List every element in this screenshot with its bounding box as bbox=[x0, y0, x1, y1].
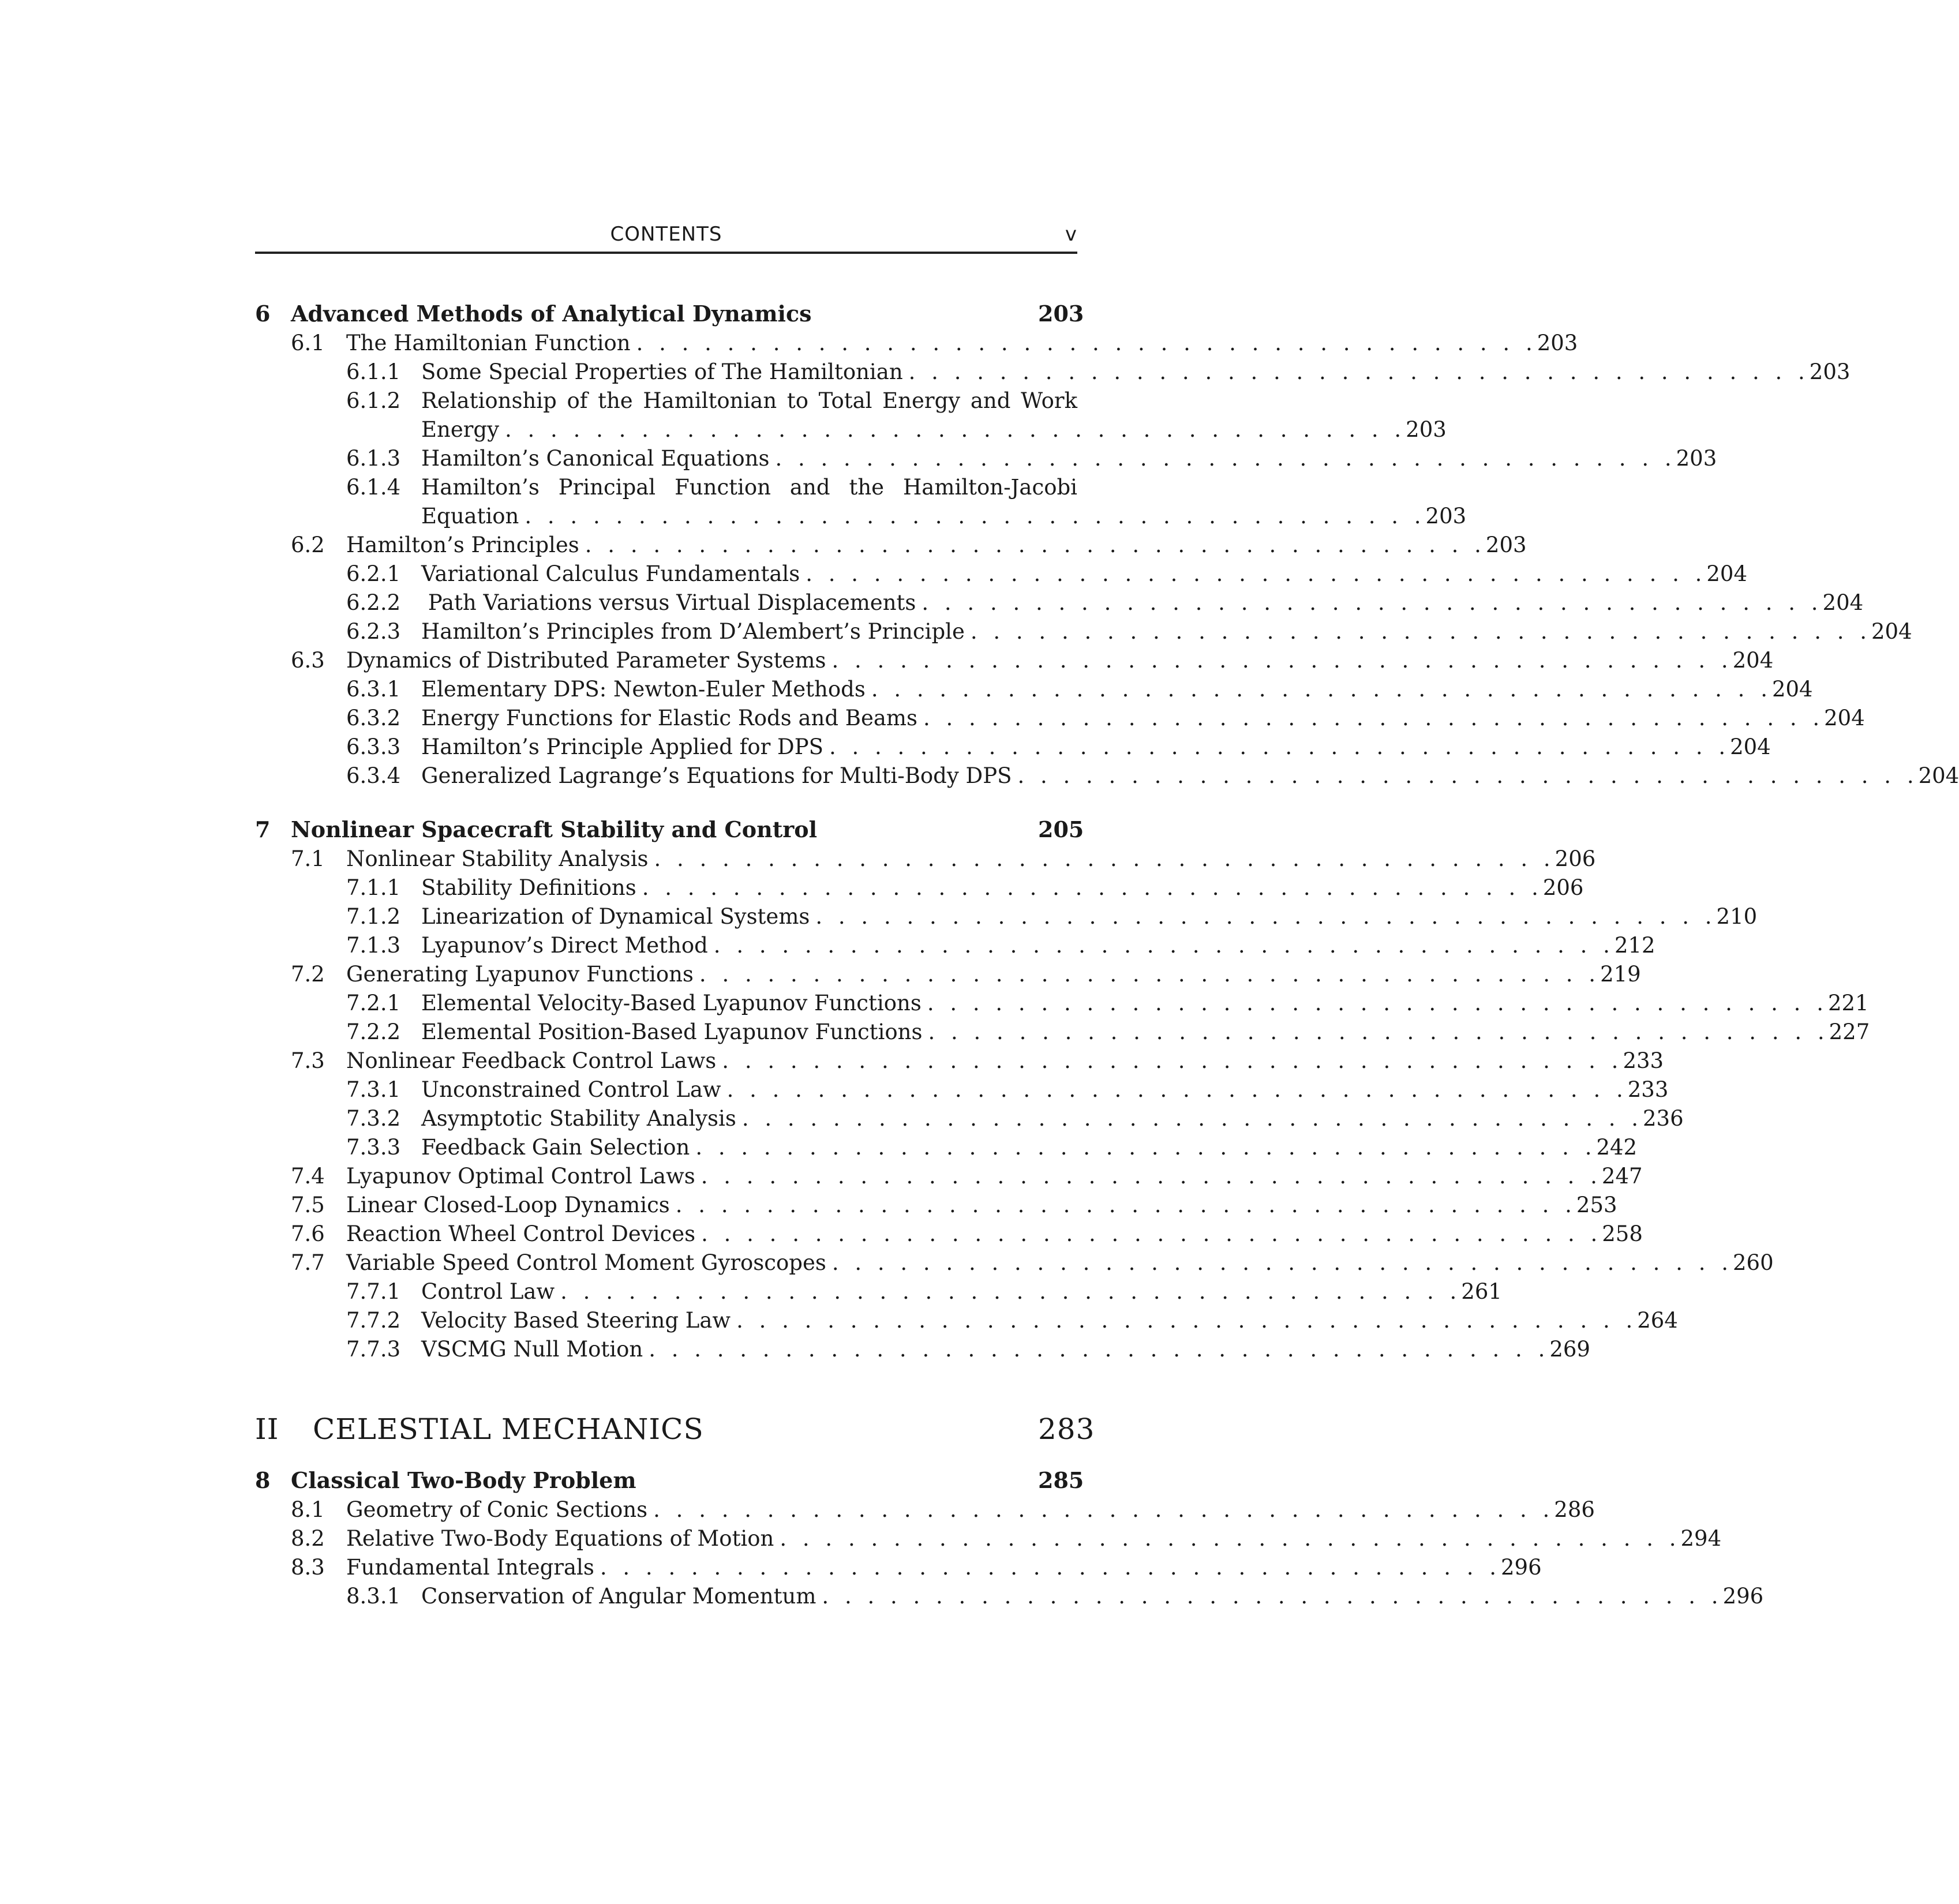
subsection-title: Elemental Position-Based Lyapunov Functions bbox=[421, 1018, 928, 1047]
toc-subsection[interactable] bbox=[255, 473, 1467, 531]
toc-section[interactable] bbox=[255, 646, 1774, 675]
subsection-title-line2: Energy bbox=[421, 415, 505, 444]
subsection-title: Elemental Velocity-Based Lyapunov Functions bbox=[421, 989, 927, 1018]
toc-subsection[interactable] bbox=[255, 1075, 1669, 1104]
toc-chapter[interactable] bbox=[255, 815, 1084, 845]
section-title: Lyapunov Optimal Control Laws bbox=[346, 1162, 701, 1191]
leader-dots: . . . . . . . . . . . . . . . . . . . . . . . . . . . . . . . . . . . . . . . . bbox=[675, 1193, 1576, 1217]
section-title: Fundamental Integrals bbox=[346, 1553, 600, 1582]
page-ref: 203 bbox=[1406, 417, 1447, 442]
section-number: 8.2 bbox=[291, 1526, 325, 1551]
leader-dots: . . . . . . . . . . . . . . . . . . . . . . . . . . . . . . . . . . . . . . . . bbox=[922, 590, 1823, 615]
toc-section[interactable] bbox=[255, 1553, 1542, 1582]
toc-section[interactable] bbox=[255, 960, 1641, 989]
subsection-title: VSCMG Null Motion bbox=[421, 1335, 649, 1364]
leader-dots: . . . . . . . . . . . . . . . . . . . . . . . . . . . . . . . . . . . . . . . . bbox=[699, 962, 1601, 987]
subsection-number: 6.2.3 bbox=[346, 619, 401, 644]
chapter-title: Advanced Methods of Analytical Dynamics bbox=[291, 299, 818, 329]
subsection-number: 6.1.2 bbox=[346, 388, 401, 413]
subsection-title: Stability Definitions bbox=[421, 874, 642, 902]
leader-dots: . . . . . . . . . . . . . . . . . . . . . . . . . . . . . . . . . . . . . . . . bbox=[701, 1164, 1602, 1189]
section-title: Variable Speed Control Moment Gyroscopes bbox=[346, 1249, 832, 1277]
page-ref: 206 bbox=[1542, 875, 1584, 900]
toc-subsection[interactable] bbox=[255, 1104, 1684, 1133]
page-ref: 261 bbox=[1461, 1279, 1502, 1304]
leader-dots: . . . . . . . . . . . . . . . . . . . . . . . . . . . . . . . . . . . . . . . . bbox=[908, 359, 1810, 384]
page-ref: 203 bbox=[1809, 359, 1851, 384]
page-ref: 264 bbox=[1637, 1308, 1678, 1333]
page-ref: 210 bbox=[1716, 904, 1758, 929]
subsection-title: Energy Functions for Elastic Rods and Beams bbox=[421, 704, 923, 733]
section-number: 7.7 bbox=[291, 1250, 325, 1275]
subsection-number: 6.3.2 bbox=[346, 706, 401, 730]
page-ref: 203 bbox=[1485, 533, 1527, 557]
leader-dots: . . . . . . . . . . . . . . . . . . . . . . . . . . . . . . . . . . . . . . . . bbox=[525, 504, 1426, 529]
toc-section[interactable] bbox=[255, 1047, 1664, 1075]
chapter-number: 6 bbox=[255, 301, 271, 327]
subsection-title: Conservation of Angular Momentum bbox=[421, 1582, 822, 1611]
subsection-number: 7.2.1 bbox=[346, 991, 401, 1015]
page-ref: 203 bbox=[1537, 331, 1578, 355]
leader-dots: . . . . . . . . . . . . . . . . . . . . . . . . . . . . . . . . . . . . . . . . bbox=[600, 1555, 1501, 1580]
section-number: 7.5 bbox=[291, 1193, 325, 1217]
page-ref: 260 bbox=[1732, 1250, 1774, 1275]
toc-subsection[interactable] bbox=[255, 589, 1864, 617]
leader-dots: . . . . . . . . . . . . . . . . . . . . . . . . . . . . . . . . . . . . . . . . bbox=[970, 619, 1871, 644]
subsection-number: 7.7.3 bbox=[346, 1337, 401, 1362]
subsection-number: 6.1.1 bbox=[346, 359, 401, 384]
page-ref: 296 bbox=[1501, 1555, 1542, 1580]
subsection-title-line2: Equation bbox=[421, 502, 525, 531]
section-number: 7.6 bbox=[291, 1221, 325, 1246]
section-title: Relative Two-Body Equations of Motion bbox=[346, 1524, 780, 1553]
page-ref: 203 bbox=[1425, 504, 1467, 529]
page-ref: 204 bbox=[1730, 734, 1771, 759]
toc-section[interactable] bbox=[255, 1524, 1722, 1553]
subsection-number: 6.1.3 bbox=[346, 446, 401, 471]
subsection-title: Generalized Lagrange’s Equations for Multi-Body DPS bbox=[421, 762, 1017, 790]
page-ref: 285 bbox=[1038, 1467, 1084, 1493]
section-title: Geometry of Conic Sections bbox=[346, 1496, 653, 1524]
toc-subsection[interactable] bbox=[255, 733, 1771, 762]
page-ref: 242 bbox=[1596, 1135, 1638, 1160]
toc-section[interactable] bbox=[255, 531, 1527, 560]
chapter-number: 7 bbox=[255, 816, 271, 842]
leader-dots: . . . . . . . . . . . . . . . . . . . . . . . . . . . . . . . . . . . . . . . . bbox=[736, 1308, 1638, 1333]
subsection-title-line1: Relationship of the Hamiltonian to Total Energy and Work bbox=[421, 388, 1077, 413]
toc-part[interactable] bbox=[255, 1409, 1095, 1449]
section-title: Nonlinear Stability Analysis bbox=[346, 845, 654, 874]
section-title: Generating Lyapunov Functions bbox=[346, 960, 699, 989]
subsection-number: 7.3.2 bbox=[346, 1106, 401, 1131]
subsection-number: 6.3.4 bbox=[346, 763, 401, 788]
subsection-title: Asymptotic Stability Analysis bbox=[421, 1104, 742, 1133]
leader-dots: . . . . . . . . . . . . . . . . . . . . . . . . . . . . . . . . . . . . . . . . bbox=[831, 648, 1733, 673]
toc-subsection[interactable] bbox=[255, 762, 1959, 790]
section-title: Linear Closed-Loop Dynamics bbox=[346, 1191, 676, 1220]
subsection-number: 7.3.3 bbox=[346, 1135, 401, 1160]
leader-dots: . . . . . . . . . . . . . . . . . . . . . . . . . . . . . . . . . . . . . . . . bbox=[654, 846, 1555, 871]
subsection-number: 7.7.1 bbox=[346, 1279, 401, 1304]
toc-subsection[interactable] bbox=[255, 1018, 1870, 1047]
toc-subsection[interactable] bbox=[255, 1335, 1590, 1364]
subsection-title: Elementary DPS: Newton-Euler Methods bbox=[421, 675, 871, 704]
subsection-number: 7.1.3 bbox=[346, 933, 401, 958]
leader-dots: . . . . . . . . . . . . . . . . . . . . . . . . . . . . . . . . . . . . . . . . bbox=[831, 1250, 1733, 1275]
leader-dots: . . . . . . . . . . . . . . . . . . . . . . . . . . . . . . . . . . . . . . . . bbox=[871, 677, 1772, 702]
toc-section[interactable] bbox=[255, 1496, 1595, 1524]
subsection-title: Variational Calculus Fundamentals bbox=[421, 560, 806, 589]
subsection-number: 7.1.2 bbox=[346, 904, 401, 929]
subsection-title: Hamilton’s Principle Applied for DPS bbox=[421, 733, 829, 762]
section-number: 6.2 bbox=[291, 533, 325, 557]
page-ref: 247 bbox=[1601, 1164, 1643, 1189]
page-ref: 269 bbox=[1549, 1337, 1590, 1362]
page-ref: 236 bbox=[1643, 1106, 1684, 1131]
subsection-title: Velocity Based Steering Law bbox=[421, 1306, 736, 1335]
toc-section[interactable] bbox=[255, 1191, 1617, 1220]
toc-subsection[interactable] bbox=[255, 902, 1758, 931]
page-ref: 203 bbox=[1676, 446, 1717, 471]
page-ref: 227 bbox=[1829, 1020, 1870, 1044]
leader-dots: . . . . . . . . . . . . . . . . . . . . . . . . . . . . . . . . . . . . . . . . bbox=[653, 1497, 1555, 1522]
section-title: Nonlinear Feedback Control Laws bbox=[346, 1047, 722, 1075]
page-ref: 294 bbox=[1680, 1526, 1722, 1551]
page-ref: 219 bbox=[1600, 962, 1641, 987]
toc-subsection[interactable] bbox=[255, 704, 1865, 733]
subsection-number: 6.3.1 bbox=[346, 677, 401, 702]
section-title: Hamilton’s Principles bbox=[346, 531, 585, 560]
section-number: 7.3 bbox=[291, 1048, 325, 1073]
toc-section[interactable] bbox=[255, 329, 1578, 358]
subsection-title: Hamilton’s Principles from D’Alembert’s Principle bbox=[421, 617, 971, 646]
leader-dots: . . . . . . . . . . . . . . . . . . . . . . . . . . . . . . . . . . . . . . . . bbox=[741, 1106, 1643, 1131]
subsection-number: 6.2.1 bbox=[346, 561, 401, 586]
page-ref: 233 bbox=[1623, 1048, 1664, 1073]
subsection-number: 6.3.3 bbox=[346, 734, 401, 759]
toc-subsection[interactable] bbox=[255, 1133, 1638, 1162]
toc-section[interactable] bbox=[255, 1249, 1774, 1277]
toc-subsection[interactable] bbox=[255, 989, 1869, 1018]
leader-dots: . . . . . . . . . . . . . . . . . . . . . . . . . . . . . . . . . . . . . . . . bbox=[636, 331, 1537, 355]
page-ref: 221 bbox=[1827, 991, 1869, 1015]
leader-dots: . . . . . . . . . . . . . . . . . . . . . . . . . . . . . . . . . . . . . . . . bbox=[822, 1584, 1723, 1609]
subsection-number: 6.1.4 bbox=[346, 475, 401, 500]
subsection-number: 6.2.2 bbox=[346, 590, 401, 615]
toc-subsection[interactable] bbox=[255, 1582, 1764, 1611]
part-title: CELESTIAL MECHANICS bbox=[313, 1409, 710, 1449]
toc-section[interactable] bbox=[255, 1220, 1643, 1249]
section-title: Reaction Wheel Control Devices bbox=[346, 1220, 701, 1249]
page-ref: 286 bbox=[1554, 1497, 1595, 1522]
leader-dots: . . . . . . . . . . . . . . . . . . . . . . . . . . . . . . . . . . . . . . . . bbox=[923, 706, 1825, 730]
page-ref: 204 bbox=[1871, 619, 1912, 644]
page-ref: 204 bbox=[1771, 677, 1813, 702]
toc-subsection[interactable] bbox=[255, 358, 1851, 387]
leader-dots: . . . . . . . . . . . . . . . . . . . . . . . . . . . . . . . . . . . . . . . . bbox=[695, 1135, 1597, 1160]
page-ref: 283 bbox=[1038, 1412, 1095, 1446]
table-of-contents bbox=[255, 299, 1959, 1611]
subsection-title: Control Law bbox=[421, 1277, 560, 1306]
section-number: 8.1 bbox=[291, 1497, 325, 1522]
toc-subsection[interactable] bbox=[255, 931, 1655, 960]
toc-subsection[interactable] bbox=[255, 617, 1912, 646]
toc-subsection[interactable] bbox=[255, 675, 1813, 704]
section-number: 7.4 bbox=[291, 1164, 325, 1189]
page-ref: 204 bbox=[1732, 648, 1774, 673]
page-ref: 258 bbox=[1602, 1221, 1643, 1246]
leader-dots: . . . . . . . . . . . . . . . . . . . . . . . . . . . . . . . . . . . . . . . . bbox=[726, 1077, 1628, 1102]
leader-dots: . . . . . . . . . . . . . . . . . . . . . . . . . . . . . . . . . . . . . . . . bbox=[927, 991, 1828, 1015]
leader-dots: . . . . . . . . . . . . . . . . . . . . . . . . . . . . . . . . . . . . . . . . bbox=[806, 561, 1707, 586]
leader-dots: . . . . . . . . . . . . . . . . . . . . . . . . . . . . . . . . . . . . . . . . bbox=[815, 904, 1717, 929]
leader-dots: . . . . . . . . . . . . . . . . . . . . . . . . . . . . . . . . . . . . . . . . bbox=[1017, 763, 1919, 788]
section-number: 7.2 bbox=[291, 962, 325, 987]
page-ref: 204 bbox=[1918, 763, 1959, 788]
subsection-title: Unconstrained Control Law bbox=[421, 1075, 727, 1104]
page-ref: 204 bbox=[1822, 590, 1864, 615]
page-ref: 204 bbox=[1824, 706, 1865, 730]
section-title: The Hamiltonian Function bbox=[346, 329, 636, 358]
toc-subsection[interactable] bbox=[255, 444, 1717, 473]
page-ref: 296 bbox=[1722, 1584, 1764, 1609]
page-ref: 212 bbox=[1614, 933, 1655, 958]
toc-subsection[interactable] bbox=[255, 387, 1447, 444]
page-ref: 205 bbox=[1038, 816, 1084, 842]
subsection-title: Lyapunov’s Direct Method bbox=[421, 931, 714, 960]
toc-subsection[interactable] bbox=[255, 1306, 1678, 1335]
section-title: Dynamics of Distributed Parameter Systems bbox=[346, 646, 832, 675]
subsection-number: 7.7.2 bbox=[346, 1308, 401, 1333]
toc-chapter[interactable] bbox=[255, 1466, 1084, 1496]
subsection-title: Linearization of Dynamical Systems bbox=[421, 902, 815, 931]
subsection-title: Some Special Properties of The Hamiltonian bbox=[421, 358, 909, 387]
subsection-number: 7.1.1 bbox=[346, 875, 401, 900]
leader-dots: . . . . . . . . . . . . . . . . . . . . . . . . . . . . . . . . . . . . . . . . bbox=[505, 417, 1406, 442]
leader-dots: . . . . . . . . . . . . . . . . . . . . . . . . . . . . . . . . . . . . . . . . bbox=[649, 1337, 1550, 1362]
subsection-title-line1: Hamilton’s Principal Function and the Hamilton-Jacobi bbox=[421, 475, 1077, 500]
toc-chapter[interactable] bbox=[255, 299, 1084, 329]
toc-subsection[interactable] bbox=[255, 874, 1584, 902]
toc-section[interactable] bbox=[255, 845, 1596, 874]
chapter-title: Nonlinear Spacecraft Stability and Control bbox=[291, 815, 823, 845]
leader-dots: . . . . . . . . . . . . . . . . . . . . . . . . . . . . . . . . . . . . . . . . bbox=[829, 734, 1730, 759]
subsection-title: Path Variations versus Virtual Displacements bbox=[421, 589, 922, 617]
leader-dots: . . . . . . . . . . . . . . . . . . . . . . . . . . . . . . . . . . . . . . . . bbox=[642, 875, 1543, 900]
leader-dots: . . . . . . . . . . . . . . . . . . . . . . . . . . . . . . . . . . . . . . . . bbox=[928, 1020, 1829, 1044]
chapter-title: Classical Two-Body Problem bbox=[291, 1466, 642, 1496]
page-ref: 253 bbox=[1576, 1193, 1617, 1217]
section-number: 8.3 bbox=[291, 1555, 325, 1580]
section-number: 6.3 bbox=[291, 648, 325, 673]
leader-dots: . . . . . . . . . . . . . . . . . . . . . . . . . . . . . . . . . . . . . . . . bbox=[701, 1221, 1602, 1246]
page-ref: 233 bbox=[1627, 1077, 1669, 1102]
toc-subsection[interactable] bbox=[255, 1277, 1502, 1306]
leader-dots: . . . . . . . . . . . . . . . . . . . . . . . . . . . . . . . . . . . . . . . . bbox=[775, 446, 1676, 471]
page-ref: 204 bbox=[1706, 561, 1747, 586]
leader-dots: . . . . . . . . . . . . . . . . . . . . . . . . . . . . . . . . . . . . . . . . bbox=[722, 1048, 1623, 1073]
page-ref: 203 bbox=[1038, 301, 1084, 327]
subsection-number: 7.3.1 bbox=[346, 1077, 401, 1102]
page-number: v bbox=[1065, 223, 1077, 246]
part-number: II bbox=[255, 1412, 279, 1446]
leader-dots: . . . . . . . . . . . . . . . . . . . . . . . . . . . . . . . . . . . . . . . . bbox=[713, 933, 1615, 958]
subsection-title: Hamilton’s Canonical Equations bbox=[421, 444, 775, 473]
subsection-title: Feedback Gain Selection bbox=[421, 1133, 695, 1162]
section-number: 6.1 bbox=[291, 331, 325, 355]
chapter-number: 8 bbox=[255, 1467, 271, 1493]
leader-dots: . . . . . . . . . . . . . . . . . . . . . . . . . . . . . . . . . . . . . . . . bbox=[780, 1526, 1681, 1551]
leader-dots: . . . . . . . . . . . . . . . . . . . . . . . . . . . . . . . . . . . . . . . . bbox=[585, 533, 1486, 557]
toc-section[interactable] bbox=[255, 1162, 1643, 1191]
leader-dots: . . . . . . . . . . . . . . . . . . . . . . . . . . . . . . . . . . . . . . . . bbox=[560, 1279, 1462, 1304]
running-header bbox=[255, 219, 1077, 254]
toc-subsection[interactable] bbox=[255, 560, 1747, 589]
subsection-number: 8.3.1 bbox=[346, 1584, 401, 1609]
section-number: 7.1 bbox=[291, 846, 325, 871]
subsection-number: 7.2.2 bbox=[346, 1020, 401, 1044]
page-ref: 206 bbox=[1555, 846, 1596, 871]
running-header-title: CONTENTS bbox=[610, 223, 722, 246]
